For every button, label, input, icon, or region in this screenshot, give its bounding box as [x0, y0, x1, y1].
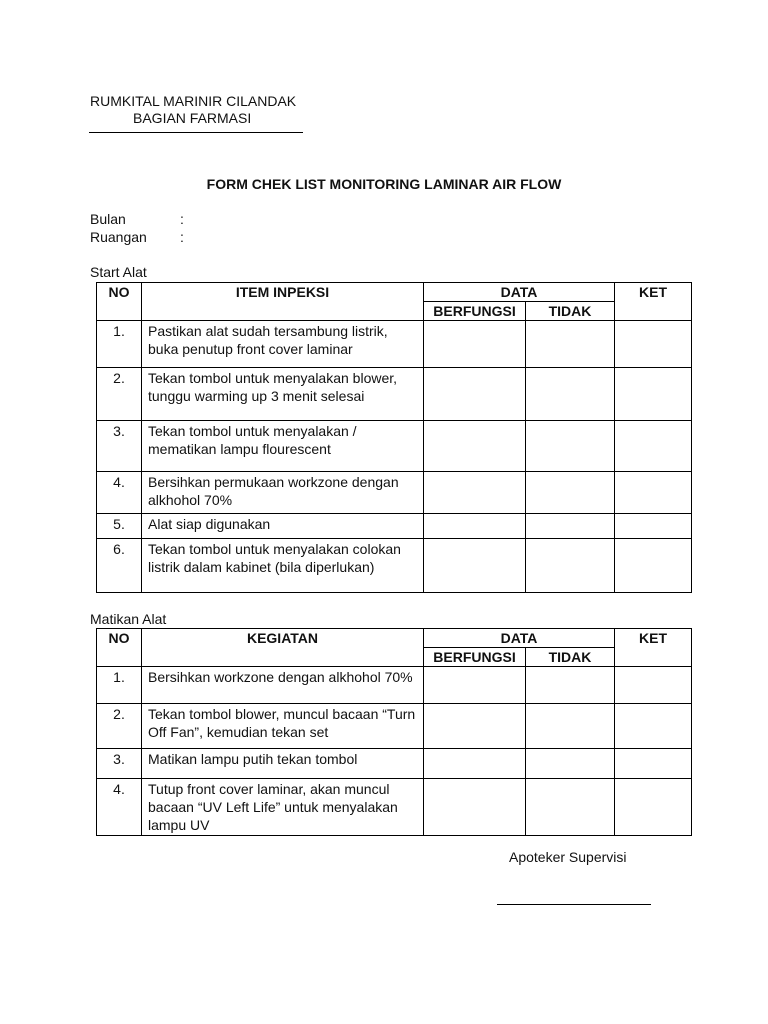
tidak-cell[interactable]: [526, 704, 615, 749]
berfungsi-cell[interactable]: [424, 368, 526, 421]
ket-cell[interactable]: [615, 321, 692, 368]
department-name: BAGIAN FARMASI: [133, 110, 252, 126]
stop-no-header: NO: [97, 629, 142, 667]
table-row: [97, 779, 692, 836]
table-row: [97, 321, 692, 368]
tidak-cell[interactable]: [526, 421, 615, 472]
table-row: [97, 472, 692, 514]
ket-cell[interactable]: [615, 368, 692, 421]
ket-cell[interactable]: [615, 539, 692, 593]
table-row: [97, 539, 692, 593]
berfungsi-cell[interactable]: [424, 472, 526, 514]
table-row: [97, 667, 692, 704]
start-data-header: DATA: [424, 283, 615, 302]
stop-ket-header: KET: [615, 629, 692, 667]
berfungsi-cell[interactable]: [424, 749, 526, 779]
bulan-label: Bulan: [90, 211, 126, 227]
row-item: Matikan lampu putih tekan tombol: [142, 749, 424, 779]
row-number: 1.: [97, 667, 142, 704]
berfungsi-cell[interactable]: [424, 539, 526, 593]
row-item: Tekan tombol untuk menyalakan / mematikan lampu flourescent: [142, 421, 424, 472]
tidak-cell[interactable]: [526, 667, 615, 704]
berfungsi-cell[interactable]: [424, 514, 526, 539]
ket-cell[interactable]: [615, 779, 692, 836]
table-row: [97, 749, 692, 779]
header-underline: [89, 132, 303, 133]
row-number: 5.: [97, 514, 142, 539]
stop-kegiatan-header: KEGIATAN: [142, 629, 424, 667]
row-item: Tekan tombol untuk menyalakan colokan listrik dalam kabinet (bila diperlukan): [142, 539, 424, 593]
row-number: 3.: [97, 421, 142, 472]
stop-data-header: DATA: [424, 629, 615, 648]
row-number: 1.: [97, 321, 142, 368]
stop-tidak-header: TIDAK: [526, 648, 615, 667]
table-row: [97, 514, 692, 539]
start-checklist-table: [96, 282, 692, 593]
row-number: 4.: [97, 779, 142, 836]
row-item: Bersihkan workzone dengan alkhohol 70%: [142, 667, 424, 704]
row-number: 6.: [97, 539, 142, 593]
form-title: FORM CHEK LIST MONITORING LAMINAR AIR FLOW: [206, 176, 562, 192]
row-number: 3.: [97, 749, 142, 779]
ket-cell[interactable]: [615, 667, 692, 704]
table-row: [97, 368, 692, 421]
stop-section-label: Matikan Alat: [90, 611, 167, 627]
berfungsi-cell[interactable]: [424, 704, 526, 749]
ket-cell[interactable]: [615, 421, 692, 472]
table-row: [97, 704, 692, 749]
row-item: Pastikan alat sudah tersambung listrik, buka penutup front cover laminar: [142, 321, 424, 368]
tidak-cell[interactable]: [526, 539, 615, 593]
berfungsi-cell[interactable]: [424, 667, 526, 704]
tidak-cell[interactable]: [526, 368, 615, 421]
row-number: 4.: [97, 472, 142, 514]
stop-berfungsi-header: BERFUNGSI: [424, 648, 526, 667]
signature-label: Apoteker Supervisi: [509, 849, 627, 865]
ruangan-colon: :: [180, 229, 184, 245]
ket-cell[interactable]: [615, 704, 692, 749]
start-section-label: Start Alat: [90, 264, 147, 280]
institution-name: RUMKITAL MARINIR CILANDAK: [90, 93, 297, 109]
row-number: 2.: [97, 704, 142, 749]
signature-line[interactable]: [497, 904, 651, 905]
start-ket-header: KET: [615, 283, 692, 321]
berfungsi-cell[interactable]: [424, 421, 526, 472]
berfungsi-cell[interactable]: [424, 321, 526, 368]
tidak-cell[interactable]: [526, 514, 615, 539]
ket-cell[interactable]: [615, 514, 692, 539]
table-row: [97, 421, 692, 472]
start-header-row: [97, 283, 692, 302]
stop-header-row: [97, 629, 692, 648]
start-tidak-header: TIDAK: [526, 302, 615, 321]
tidak-cell[interactable]: [526, 749, 615, 779]
row-number: 2.: [97, 368, 142, 421]
ruangan-label: Ruangan: [90, 229, 147, 245]
tidak-cell[interactable]: [526, 321, 615, 368]
start-berfungsi-header: BERFUNGSI: [424, 302, 526, 321]
row-item: Tekan tombol untuk menyalakan blower, tunggu warming up 3 menit selesai: [142, 368, 424, 421]
row-item: Tutup front cover laminar, akan muncul bacaan “UV Left Life” untuk menyalakan lampu UV: [142, 779, 424, 836]
row-item: Alat siap digunakan: [142, 514, 424, 539]
ket-cell[interactable]: [615, 472, 692, 514]
tidak-cell[interactable]: [526, 472, 615, 514]
start-item-header: ITEM INPEKSI: [142, 283, 424, 321]
start-no-header: NO: [97, 283, 142, 321]
stop-checklist-table: [96, 628, 692, 836]
bulan-colon: :: [180, 211, 184, 227]
tidak-cell[interactable]: [526, 779, 615, 836]
ket-cell[interactable]: [615, 749, 692, 779]
berfungsi-cell[interactable]: [424, 779, 526, 836]
row-item: Tekan tombol blower, muncul bacaan “Turn Off Fan”, kemudian tekan set: [142, 704, 424, 749]
row-item: Bersihkan permukaan workzone dengan alkhohol 70%: [142, 472, 424, 514]
